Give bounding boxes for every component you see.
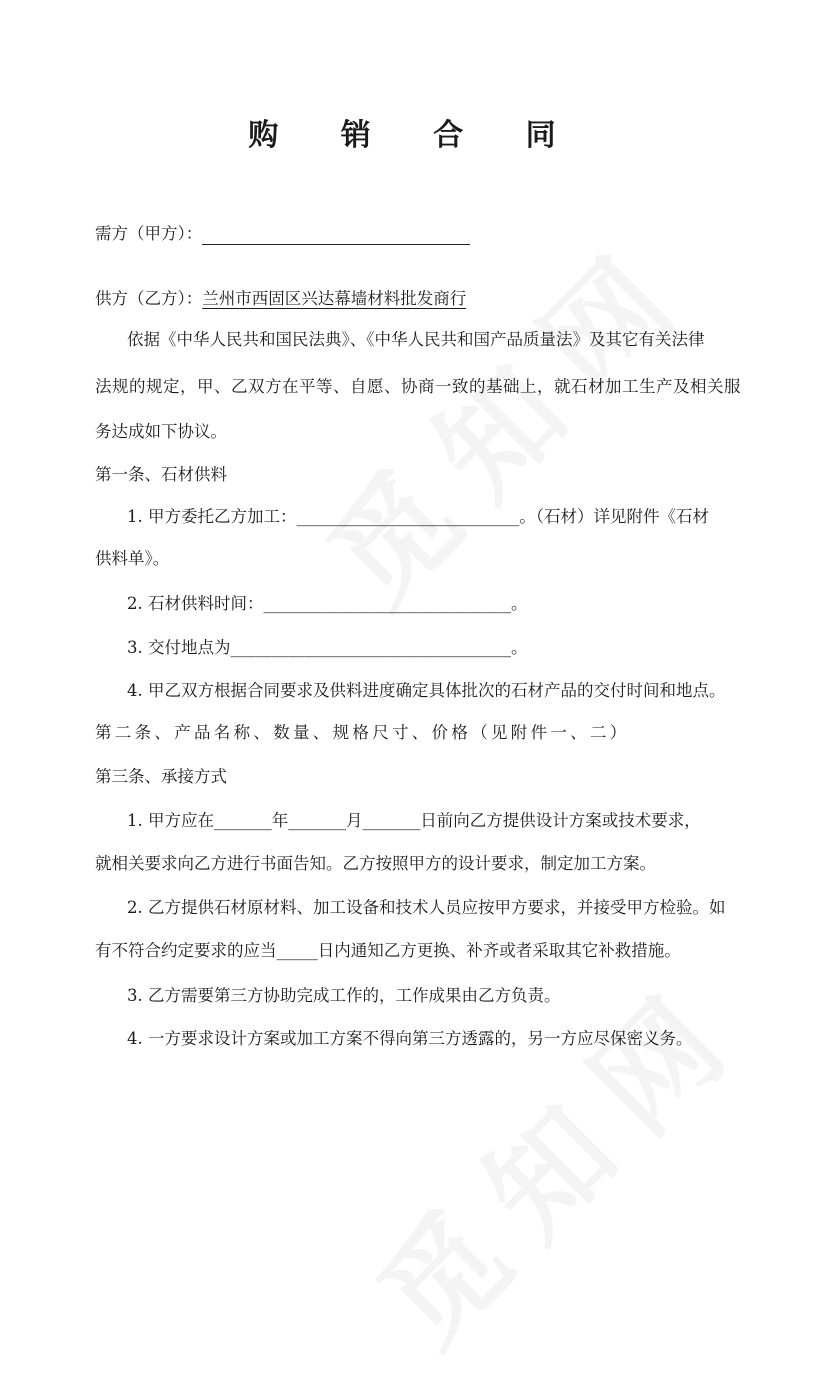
article-1-item-1-cont: 供料单》。 (95, 549, 170, 568)
article-3-item-1-cont: 就相关要求向乙方进行书面告知。乙方按照甲方的设计要求，制定加工方案。 (95, 854, 656, 873)
article-1-item-4: 4. 甲乙双方根据合同要求及供料进度确定具体批次的石材产品的交付时间和地点。 (127, 681, 726, 700)
article-1-heading: 第一条、石材供料 (95, 465, 227, 484)
article-3-item-3: 3. 乙方需要第三方协助完成工作的，工作成果由乙方负责。 (127, 986, 561, 1005)
article-1-item-3: 3. 交付地点为__________________________________。 (127, 638, 528, 657)
party-a-field[interactable] (202, 226, 470, 245)
party-a-row (95, 223, 470, 245)
article-2-heading: 第二条、产品名称、数量、规格尺寸、价格（见附件一、二） (95, 723, 630, 742)
article-3-heading: 第三条、承接方式 (95, 767, 227, 786)
contract-title: 购 销 合 同 (248, 118, 582, 153)
intro-line-1: 依据《中华人民共和国民法典》、《中华人民共和国产品质量法》及其它有关法律 (127, 330, 705, 349)
party-b-name: 兰州市西固区兴达幕墙材料批发商行 (202, 289, 467, 308)
intro-line-2: 法规的规定，甲、乙双方在平等、自愿、协商一致的基础上，就石材加工生产及相关服 (95, 377, 741, 396)
article-1-item-2: 2. 石材供料时间：______________________________。 (127, 594, 528, 613)
party-b-label: 供方（乙方）： (95, 289, 203, 308)
article-3-item-4: 4. 一方要求设计方案或加工方案不得向第三方透露的，另一方应尽保密义务。 (127, 1029, 693, 1048)
party-b-row (95, 288, 466, 310)
article-3-item-2-cont: 有不符合约定要求的应当_____日内通知乙方更换、补齐或者采取其它补救措施。 (95, 941, 681, 960)
article-3-item-2: 2. 乙方提供石材原材料、加工设备和技术人员应按甲方要求，并接受甲方检验。如 (127, 898, 726, 917)
intro-line-3: 务达成如下协议。 (95, 422, 227, 441)
article-3-item-1: 1. 甲方应在_______年_______月_______日前向乙方提供设计方案或技术要求， (127, 811, 701, 830)
party-a-label: 需方（甲方）： (95, 224, 203, 243)
watermark (285, 196, 725, 636)
article-1-item-1: 1. 甲方委托乙方加工：___________________________。（石材）详见附件《石材 (127, 507, 709, 526)
